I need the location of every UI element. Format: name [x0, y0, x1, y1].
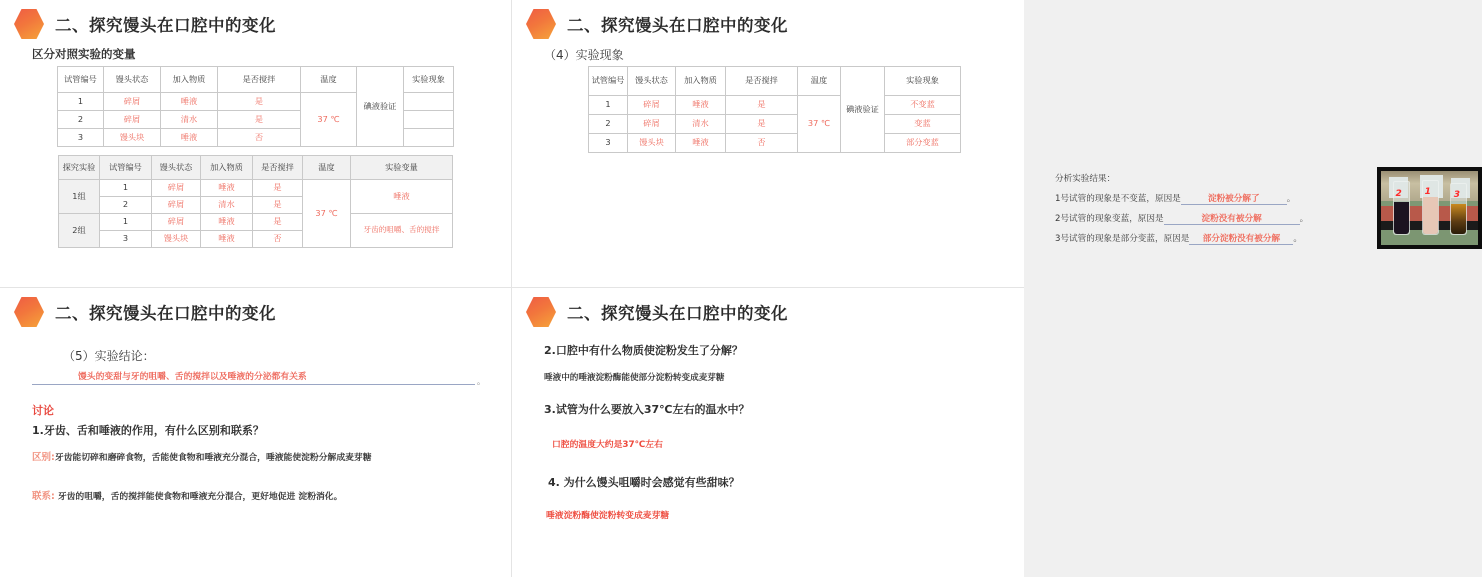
hexagon-bullet-icon: [14, 8, 44, 40]
question-2: 2.口腔中有什么物质使淀粉发生了分解？: [544, 344, 743, 357]
hexagon-bullet-icon: [526, 8, 556, 40]
th-tube-no: 试管编号: [589, 67, 628, 96]
cell-no: 2: [589, 115, 628, 134]
conclusion-period: 。: [477, 377, 485, 386]
analysis-prefix-1: 1号试管的现象是不变蓝，原因是: [1055, 194, 1181, 204]
cell-no: 1: [100, 214, 152, 231]
analysis-prefix-3: 3号试管的现象是部分变蓝，原因是: [1055, 234, 1190, 244]
variable-table-2: [58, 155, 453, 248]
cell-phenomenon: 不变蓝: [885, 96, 961, 115]
cell-variable: 唾液: [351, 180, 453, 214]
slide-2-header: [512, 8, 788, 40]
phenomenon-table: [588, 66, 961, 153]
cell-added: 唾液: [201, 231, 253, 248]
slide-2-title: 二、探究馒头在口腔中的变化: [567, 16, 788, 35]
tube-label-1: 1: [1424, 187, 1431, 198]
cell-stir: 是: [726, 96, 798, 115]
difference-tag: 区别:: [32, 452, 55, 463]
table-header-row: [58, 67, 454, 93]
cell-added: 唾液: [201, 180, 253, 197]
photo-scene: [1381, 171, 1478, 245]
analysis-line-3: [1055, 232, 1302, 245]
slide-3-subtitle: （5）实验结论：: [63, 349, 155, 363]
cell-stir: 是: [218, 111, 301, 129]
cell-temperature-merged: 37 ℃: [303, 180, 351, 248]
th-added: 加入物质: [161, 67, 218, 93]
answer-4: 唾液淀粉酶使淀粉转变成麦芽糖: [546, 511, 670, 521]
cell-no: 1: [589, 96, 628, 115]
cell-phenomenon: [404, 129, 454, 147]
answer-3: 口腔的温度大约是37℃左右: [552, 440, 663, 450]
cell-added: 唾液: [201, 214, 253, 231]
analysis-line-2: [1055, 212, 1308, 225]
cell-state: 馒头块: [104, 129, 161, 147]
th-stir: 是否搅拌: [253, 156, 303, 180]
slide-3-header: [0, 296, 276, 328]
th-stir: 是否搅拌: [218, 67, 301, 93]
analysis-heading: 分析实验结果：: [1055, 174, 1116, 184]
variable-table-1: [57, 66, 454, 147]
difference-text: 牙齿能切碎和磨碎食物，舌能使食物和唾液充分混合，唾液能使淀粉分解成麦芽糖: [54, 453, 372, 463]
cell-stir: 否: [218, 129, 301, 147]
slide-3[interactable]: [0, 288, 512, 577]
analysis-suffix-1: 。: [1286, 194, 1296, 204]
table-header-row: [589, 67, 961, 96]
relation-line: [32, 484, 342, 503]
cell-no: 1: [100, 180, 152, 197]
analysis-answer-2: 淀粉没有被分解: [1164, 212, 1300, 225]
cell-phenomenon: 变蓝: [885, 115, 961, 134]
th-phenomenon: 实验现象: [885, 67, 961, 96]
slide-2-subtitle: （4）实验现象: [544, 48, 624, 62]
hexagon-bullet-icon: [14, 296, 44, 328]
cell-state: 碎屑: [104, 111, 161, 129]
cell-state: 碎屑: [104, 93, 161, 111]
tube-label-2: 2: [1395, 188, 1402, 199]
conclusion-text: 馒头的变甜与牙的咀嚼、舌的搅拌以及唾液的分泌都有关系: [78, 372, 307, 382]
cell-added: 清水: [676, 115, 726, 134]
th-temp: 温度: [303, 156, 351, 180]
tube-label-3: 3: [1453, 190, 1461, 201]
th-added: 加入物质: [676, 67, 726, 96]
cell-added: 唾液: [161, 129, 218, 147]
cell-state: 碎屑: [628, 96, 676, 115]
tube-3-liquid: [1451, 204, 1466, 234]
tube-2-liquid: [1394, 202, 1409, 234]
table-row: [589, 115, 961, 134]
question-4: 4. 为什么馒头咀嚼时会感觉有些甜味？: [548, 476, 740, 489]
analysis-suffix-3: 。: [1293, 234, 1302, 244]
cell-group-name: 1组: [59, 180, 100, 214]
th-bun-state: 馒头状态: [152, 156, 201, 180]
cell-no: 1: [58, 93, 104, 111]
th-temp: 温度: [798, 67, 841, 96]
cell-added: 清水: [201, 197, 253, 214]
th-added: 加入物质: [201, 156, 253, 180]
relation-tag: 联系:: [32, 491, 55, 502]
th-phenomenon: 实验现象: [404, 67, 454, 93]
slide-1-title: 二、探究馒头在口腔中的变化: [55, 16, 276, 35]
cell-phenomenon: [404, 93, 454, 111]
cell-iodine-merged: 碘液验证: [841, 67, 885, 153]
analysis-suffix-2: 。: [1299, 214, 1309, 224]
analysis-prefix-2: 2号试管的现象变蓝，原因是: [1055, 214, 1164, 224]
table-header-row: [59, 156, 453, 180]
cell-state: 碎屑: [152, 197, 201, 214]
cell-added: 清水: [161, 111, 218, 129]
cell-no: 3: [589, 134, 628, 153]
analysis-answer-1: 淀粉被分解了: [1181, 192, 1287, 205]
cell-no: 3: [58, 129, 104, 147]
th-stir: 是否搅拌: [726, 67, 798, 96]
answer-2: 唾液中的唾液淀粉酶能使部分淀粉转变成麦芽糖: [544, 373, 725, 383]
th-variable: 实验变量: [351, 156, 453, 180]
analysis-line-1: [1055, 192, 1295, 205]
cell-stir: 否: [253, 231, 303, 248]
tube-1-liquid: [1423, 197, 1438, 234]
table-row: [589, 134, 961, 153]
cell-no: 2: [58, 111, 104, 129]
cell-variable: 牙齿的咀嚼、舌的搅拌: [351, 214, 453, 248]
cell-state: 碎屑: [628, 115, 676, 134]
cell-iodine-merged: 碘液验证: [357, 67, 404, 147]
table-row: [589, 96, 961, 115]
cell-stir: 是: [218, 93, 301, 111]
hexagon-bullet-icon: [526, 296, 556, 328]
cell-stir: 是: [253, 197, 303, 214]
slide-3-title: 二、探究馒头在口腔中的变化: [55, 304, 276, 323]
cell-added: 唾液: [676, 134, 726, 153]
cell-state: 碎屑: [152, 180, 201, 197]
cell-no: 2: [100, 197, 152, 214]
discussion-title: 讨论: [32, 404, 54, 417]
cell-phenomenon: 部分变蓝: [885, 134, 961, 153]
th-tube-no: 试管编号: [58, 67, 104, 93]
slide-4-title: 二、探究馒头在口腔中的变化: [567, 304, 788, 323]
cell-added: 唾液: [676, 96, 726, 115]
table-row: [59, 180, 453, 197]
cell-state: 馒头块: [152, 231, 201, 248]
analysis-answer-3: 部分淀粉没有被分解: [1189, 232, 1293, 245]
cell-stir: 是: [253, 180, 303, 197]
th-bun-state: 馒头状态: [628, 67, 676, 96]
th-bun-state: 馒头状态: [104, 67, 161, 93]
cell-state: 碎屑: [152, 214, 201, 231]
relation-text: 牙齿的咀嚼，舌的搅拌能使食物和唾液充分混合，更好地促进 淀粉消化。: [57, 492, 343, 502]
cell-stir: 否: [726, 134, 798, 153]
slide-1-subtitle: 区分对照实验的变量: [32, 47, 136, 61]
cell-phenomenon: [404, 111, 454, 129]
cell-group-name: 2组: [59, 214, 100, 248]
th-experiment: 探究实验: [59, 156, 100, 180]
question-3: 3.试管为什么要放入37℃左右的温水中？: [544, 403, 750, 416]
conclusion-underline: [32, 384, 475, 385]
cell-stir: 是: [253, 214, 303, 231]
slide-2[interactable]: [512, 0, 1461, 288]
th-temp: 温度: [301, 67, 357, 93]
slide-4-header: [512, 296, 788, 328]
cell-stir: 是: [726, 115, 798, 134]
slide-1[interactable]: [0, 0, 512, 288]
cell-temperature-merged: 37 ℃: [798, 96, 841, 153]
th-tube-no: 试管编号: [100, 156, 152, 180]
slide-1-header: [0, 8, 276, 40]
cell-added: 唾液: [161, 93, 218, 111]
difference-line: [32, 445, 372, 464]
slide-4[interactable]: [512, 288, 1024, 577]
cell-state: 馒头块: [628, 134, 676, 153]
table-row: [59, 214, 453, 231]
test-tube-photo: [1377, 167, 1482, 249]
cell-no: 3: [100, 231, 152, 248]
question-1: 1.牙齿、舌和唾液的作用，有什么区别和联系？: [32, 424, 264, 437]
cell-temperature-merged: 37 ℃: [301, 93, 357, 147]
